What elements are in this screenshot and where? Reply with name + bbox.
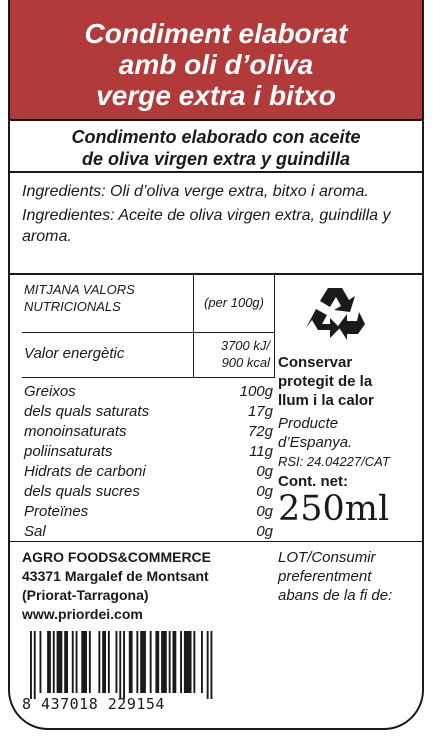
barcode [20, 631, 252, 699]
barcode-bar [53, 631, 55, 693]
nutrient-value: 100g [239, 383, 273, 400]
table-row [22, 462, 275, 482]
storage-instructions [278, 353, 418, 410]
barcode-bar [40, 631, 42, 693]
origin-line: d’Espanya. [278, 434, 353, 451]
barcode-bar [184, 631, 192, 693]
barcode-bar [119, 631, 121, 699]
nutrient-label: poliinsaturats [24, 443, 113, 460]
lot-line: LOT/Consumir [278, 549, 376, 566]
nutrient-label: dels quals sucres [24, 483, 140, 500]
storage-line: llum i la calor [278, 392, 374, 409]
barcode-bar [193, 631, 195, 693]
barcode-bar [201, 631, 203, 693]
table-row [22, 402, 275, 422]
nutrient-value: 72g [247, 423, 273, 440]
recycle-icon [304, 284, 368, 342]
nutrient-value: 17g [247, 403, 273, 420]
barcode-bar [116, 631, 118, 693]
subtitle-line-2: de oliva virgen extra y guindilla [81, 149, 351, 169]
barcode-bar [180, 631, 182, 693]
right-column [278, 284, 418, 527]
barcode-bar [72, 631, 74, 693]
nutrition-rows [22, 378, 275, 542]
table-row [22, 422, 275, 442]
nutrient-value: 0g [256, 503, 273, 520]
barcode-bar [129, 631, 133, 693]
title-line-2: amb oli d’oliva [118, 49, 314, 80]
barcode-bar [98, 631, 100, 693]
nutrient-value: 0g [256, 463, 273, 480]
barcode-bar [161, 631, 167, 693]
nutrient-value: 0g [256, 523, 273, 540]
lot-line: preferentment [278, 568, 372, 585]
title-banner [10, 0, 422, 121]
table-row [22, 502, 275, 522]
barcode-bar [47, 631, 51, 693]
storage-line: protegit de la [278, 373, 373, 390]
table-row [22, 482, 275, 502]
nutrition-header [22, 275, 275, 333]
barcode-bar [211, 631, 213, 699]
origin-line: Producte [278, 415, 339, 432]
barcode-bar [64, 631, 68, 693]
company-website: www.priordei.com [22, 606, 143, 622]
barcode-bar [136, 631, 138, 693]
barcode-bar [155, 631, 159, 693]
company-info [22, 548, 272, 624]
nutrient-label: Hidrats de carboni [24, 463, 146, 480]
lot-line: abans de la fi de: [278, 587, 393, 604]
storage-line: Conservar [278, 354, 353, 371]
barcode-bar [150, 631, 152, 693]
ingredients-spanish: Ingredientes: Aceite de oliva virgen extra, guindilla y aroma. [22, 207, 391, 245]
nutrient-label: Greixos [24, 383, 76, 400]
ingredients-block [22, 181, 417, 250]
barcode-bar [57, 631, 63, 693]
rsi-number: RSI: 24.04227/CAT [278, 454, 390, 469]
barcode-bar [89, 631, 91, 693]
barcode-bar [123, 631, 125, 699]
barcode-bar [173, 631, 177, 693]
barcode-bar [207, 631, 209, 699]
company-address: (Priorat-Tarragona) [22, 587, 149, 603]
barcode-bar [81, 631, 87, 693]
barcode-bar [140, 631, 146, 693]
title-line-3: verge extra i bitxo [96, 80, 336, 111]
table-row [22, 442, 275, 462]
nutrient-label: Proteïnes [24, 503, 89, 520]
company-name: AGRO FOODS&COMMERCE [22, 549, 211, 565]
nutrition-header-label: MITJANA VALORS NUTRICIONALS [22, 275, 194, 332]
barcode-bar [30, 631, 32, 699]
barcode-bar [169, 631, 171, 693]
energy-kj: 3700 kJ/ [220, 338, 270, 353]
energy-label: Valor energètic [22, 333, 194, 377]
product-label [8, 0, 424, 730]
origin [278, 414, 418, 452]
nutrient-label: monoinsaturats [24, 423, 127, 440]
nutrient-value: 11g [249, 443, 273, 460]
nutrient-value: 0g [256, 483, 273, 500]
nutrition-header-per: (per 100g) [204, 295, 264, 310]
lot-info [278, 548, 418, 605]
barcode-bar [76, 631, 78, 693]
energy-value [194, 333, 274, 377]
title-line-1: Condiment elaborat [84, 18, 348, 49]
nutrition-table [22, 275, 275, 542]
company-address: 43371 Margalef de Montsant [22, 568, 209, 584]
nutrition-energy-row [22, 333, 275, 378]
net-content-label: Cont. net: [278, 473, 348, 490]
energy-kcal: 900 kcal [221, 355, 270, 370]
barcode-bar [102, 631, 106, 693]
nutrient-label: dels quals saturats [24, 403, 150, 420]
table-row [22, 522, 275, 542]
table-row [22, 382, 275, 402]
barcode-bar [108, 631, 110, 693]
ingredients-catalan: Ingredients: Oli d’oliva verge extra, bitxo i aroma. [22, 183, 369, 200]
divider [10, 541, 422, 542]
barcode-bar [34, 631, 36, 699]
subtitle-line-1: Condimento elaborado con aceite [71, 127, 361, 147]
subtitle-spanish [10, 122, 422, 173]
nutrient-label: Sal [24, 523, 46, 540]
barcode-number: 8 437018 229154 [22, 695, 165, 713]
net-volume: 250ml [278, 489, 390, 529]
